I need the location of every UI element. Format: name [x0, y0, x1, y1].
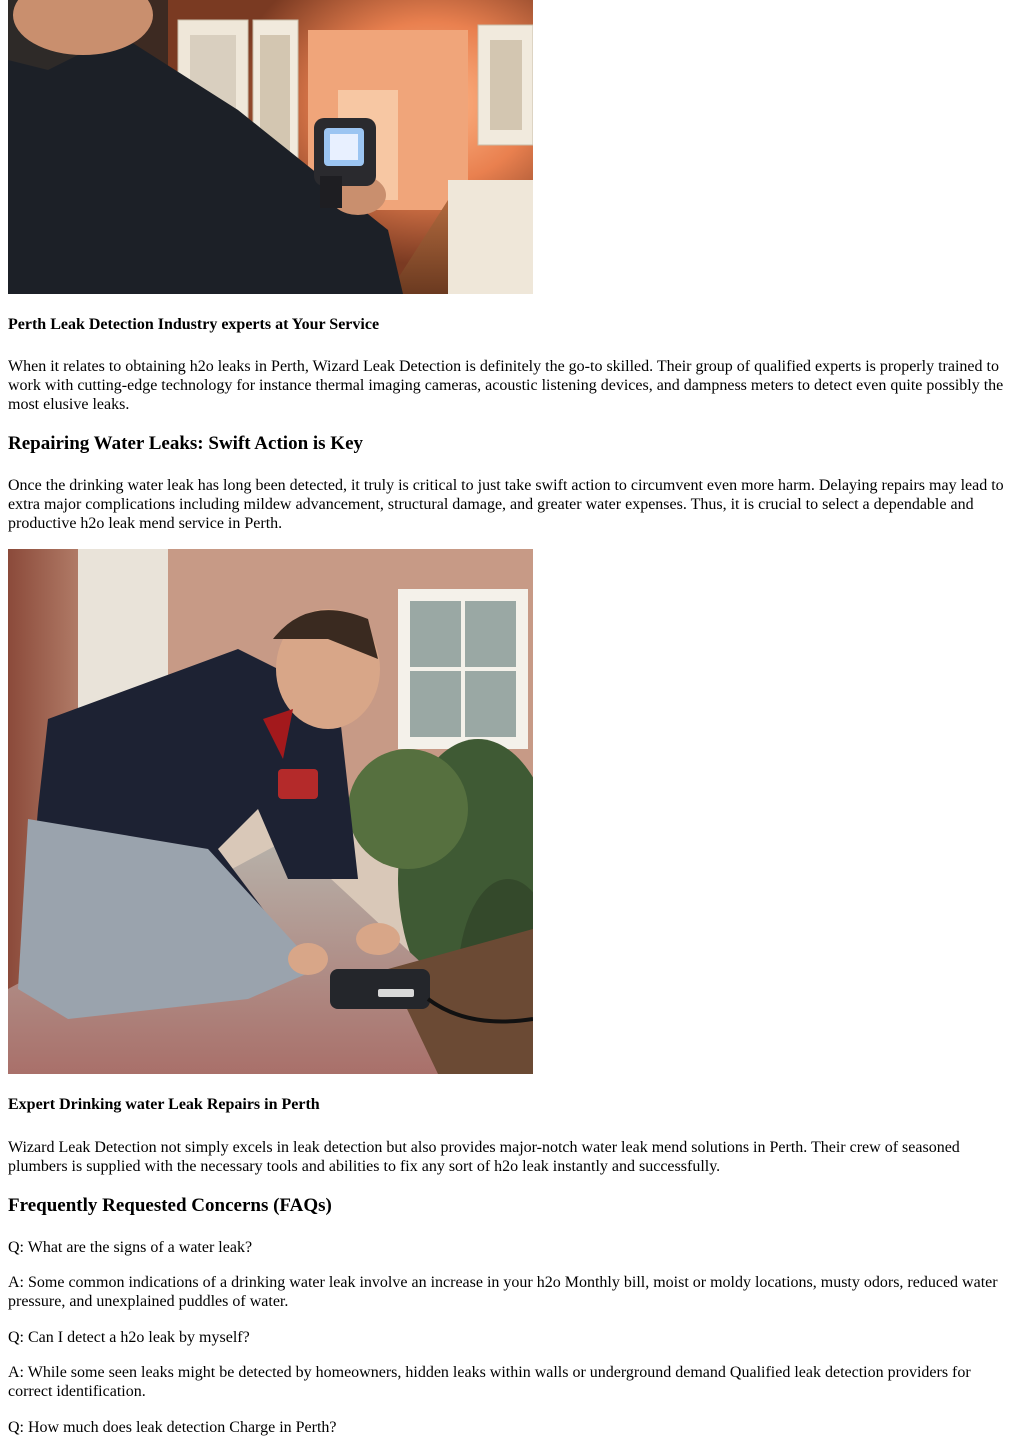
- paragraph-leak-detection-experts: When it relates to obtaining h2o leaks in Perth, Wizard Leak Detection is definitely the go-to skilled. Their group of qualified experts is properly trained to work with cutting-edge technology for instance thermal imaging cameras, acoustic listening devices, and dampness meters to detect even quite possibly the most elusive leaks.: [8, 358, 1004, 413]
- faq-answer-1: A: Some common indications of a drinking water leak involve an increase in your h2o Monthly bill, moist or moldy locations, musty odors, reduced water pressure, and unexplained puddles of water.: [8, 1274, 998, 1310]
- paragraph-repairing-water-leaks: Once the drinking water leak has long been detected, it truly is critical to just take swift action to circumvent even more harm. Delaying repairs may lead to extra major complications including mildew advancement, structural damage, and greater water expenses. Thus, it is crucial to select a dependable and productive h2o leak mend service in Perth.: [8, 477, 1004, 532]
- thermal-camera-photo: [8, 0, 533, 294]
- heading-repairing-water-leaks: Repairing Water Leaks: Swift Action is Key: [8, 433, 364, 454]
- heading-faq: Frequently Requested Concerns (FAQs): [8, 1195, 332, 1216]
- faq-question-3: Q: How much does leak detection Charge in Perth?: [8, 1419, 337, 1436]
- heading-leak-detection-experts: Perth Leak Detection Industry experts at Your Service: [8, 316, 380, 333]
- faq-answer-2: A: While some seen leaks might be detected by homeowners, hidden leaks within walls or underground demand Qualified leak detection providers for correct identification.: [8, 1364, 971, 1400]
- faq-question-2: Q: Can I detect a h2o leak by myself?: [8, 1329, 250, 1346]
- faq-question-1: Q: What are the signs of a water leak?: [8, 1239, 253, 1256]
- heading-expert-repairs-perth: Expert Drinking water Leak Repairs in Perth: [8, 1096, 320, 1113]
- technician-illustration: [8, 549, 533, 1074]
- thermal-camera-illustration: [8, 0, 533, 294]
- paragraph-expert-repairs-perth: Wizard Leak Detection not simply excels in leak detection but also provides major-notch water leak mend solutions in Perth. Their crew of seasoned plumbers is supplied with the necessary tools and abilities to fix any sort of h2o leak instantly and successfully.: [8, 1139, 960, 1175]
- technician-photo: [8, 549, 533, 1074]
